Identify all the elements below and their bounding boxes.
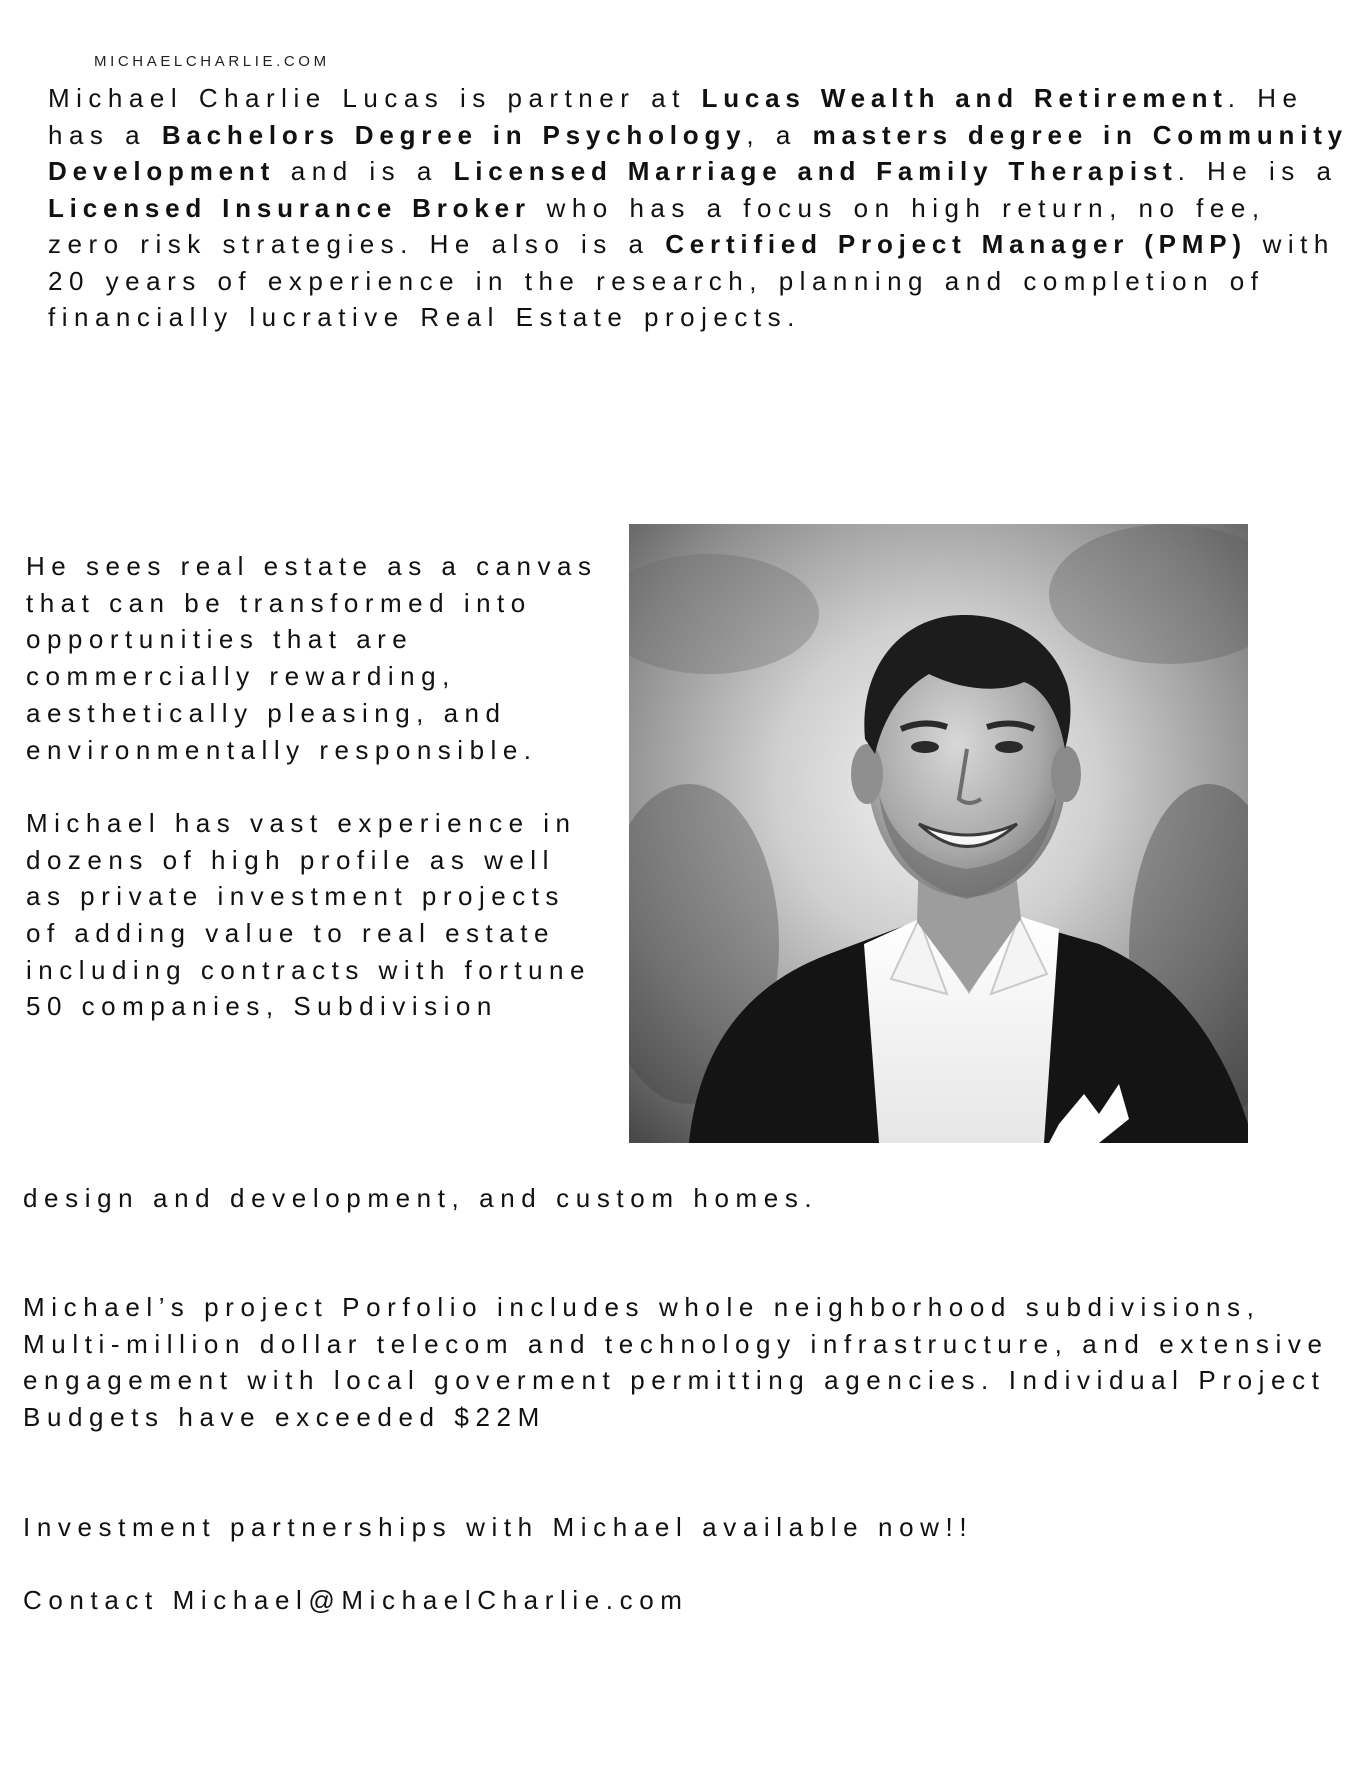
psychology-degree: Bachelors Degree in Psychology xyxy=(161,119,747,150)
intro-text-7: with 20 years of experience in the research, planning and completion of financially lucrative Real Estate projects. xyxy=(48,229,1335,332)
intro-paragraph xyxy=(48,80,1348,336)
experience-continuation: design and development, and custom homes. xyxy=(23,1183,819,1213)
portrait-photo xyxy=(629,524,1248,1143)
investment-line: Investment partnerships with Michael available now!! xyxy=(23,1512,974,1542)
experience-paragraph: Michael has vast experience in dozens of high profile as well as private investment projects of adding value to real estate including contracts with fortune 50 companies, Subdivision xyxy=(26,807,591,1022)
masters-degree: masters degree in Community Development xyxy=(48,119,1348,186)
intro-text-5: . He is a xyxy=(1177,156,1338,186)
person-portrait-icon xyxy=(629,524,1248,1143)
contact-line[interactable]: Contact Michael@MichaelCharlie.com xyxy=(23,1585,689,1615)
pmp-certification: Certified Project Manager (PMP) xyxy=(665,229,1247,259)
canvas-paragraph: He sees real estate as a canvas that can be transformed into opportunities that are commercially rewarding, aesthetically pleasing, and environmentally responsible. xyxy=(26,551,598,765)
company-name: Lucas Wealth and Retirement xyxy=(701,83,1228,113)
site-url[interactable]: MICHAELCHARLIE.COM xyxy=(94,53,330,70)
therapist-license: Licensed Marriage and Family Therapist xyxy=(453,156,1178,186)
bio-column xyxy=(26,548,606,1025)
intro-text-3: , a xyxy=(746,119,813,150)
portfolio-paragraph: Michael’s project Porfolio includes whole neighborhood subdivisions, Multi-million dollar telecom and technology infrastructure, and extensive engagement with local goverment permitting agencies. Individual Project Budgets have exceeded $22M xyxy=(23,1292,1329,1432)
intro-text-4: and is a xyxy=(275,156,454,186)
insurance-license: Licensed Insurance Broker xyxy=(48,192,531,223)
intro-text-6: who has a focus on high return, no fee, zero risk strategies. He also is a xyxy=(48,192,1266,259)
intro-text-1: Michael Charlie Lucas is partner at xyxy=(48,83,702,113)
intro-text-2: . He has a xyxy=(48,83,1304,150)
